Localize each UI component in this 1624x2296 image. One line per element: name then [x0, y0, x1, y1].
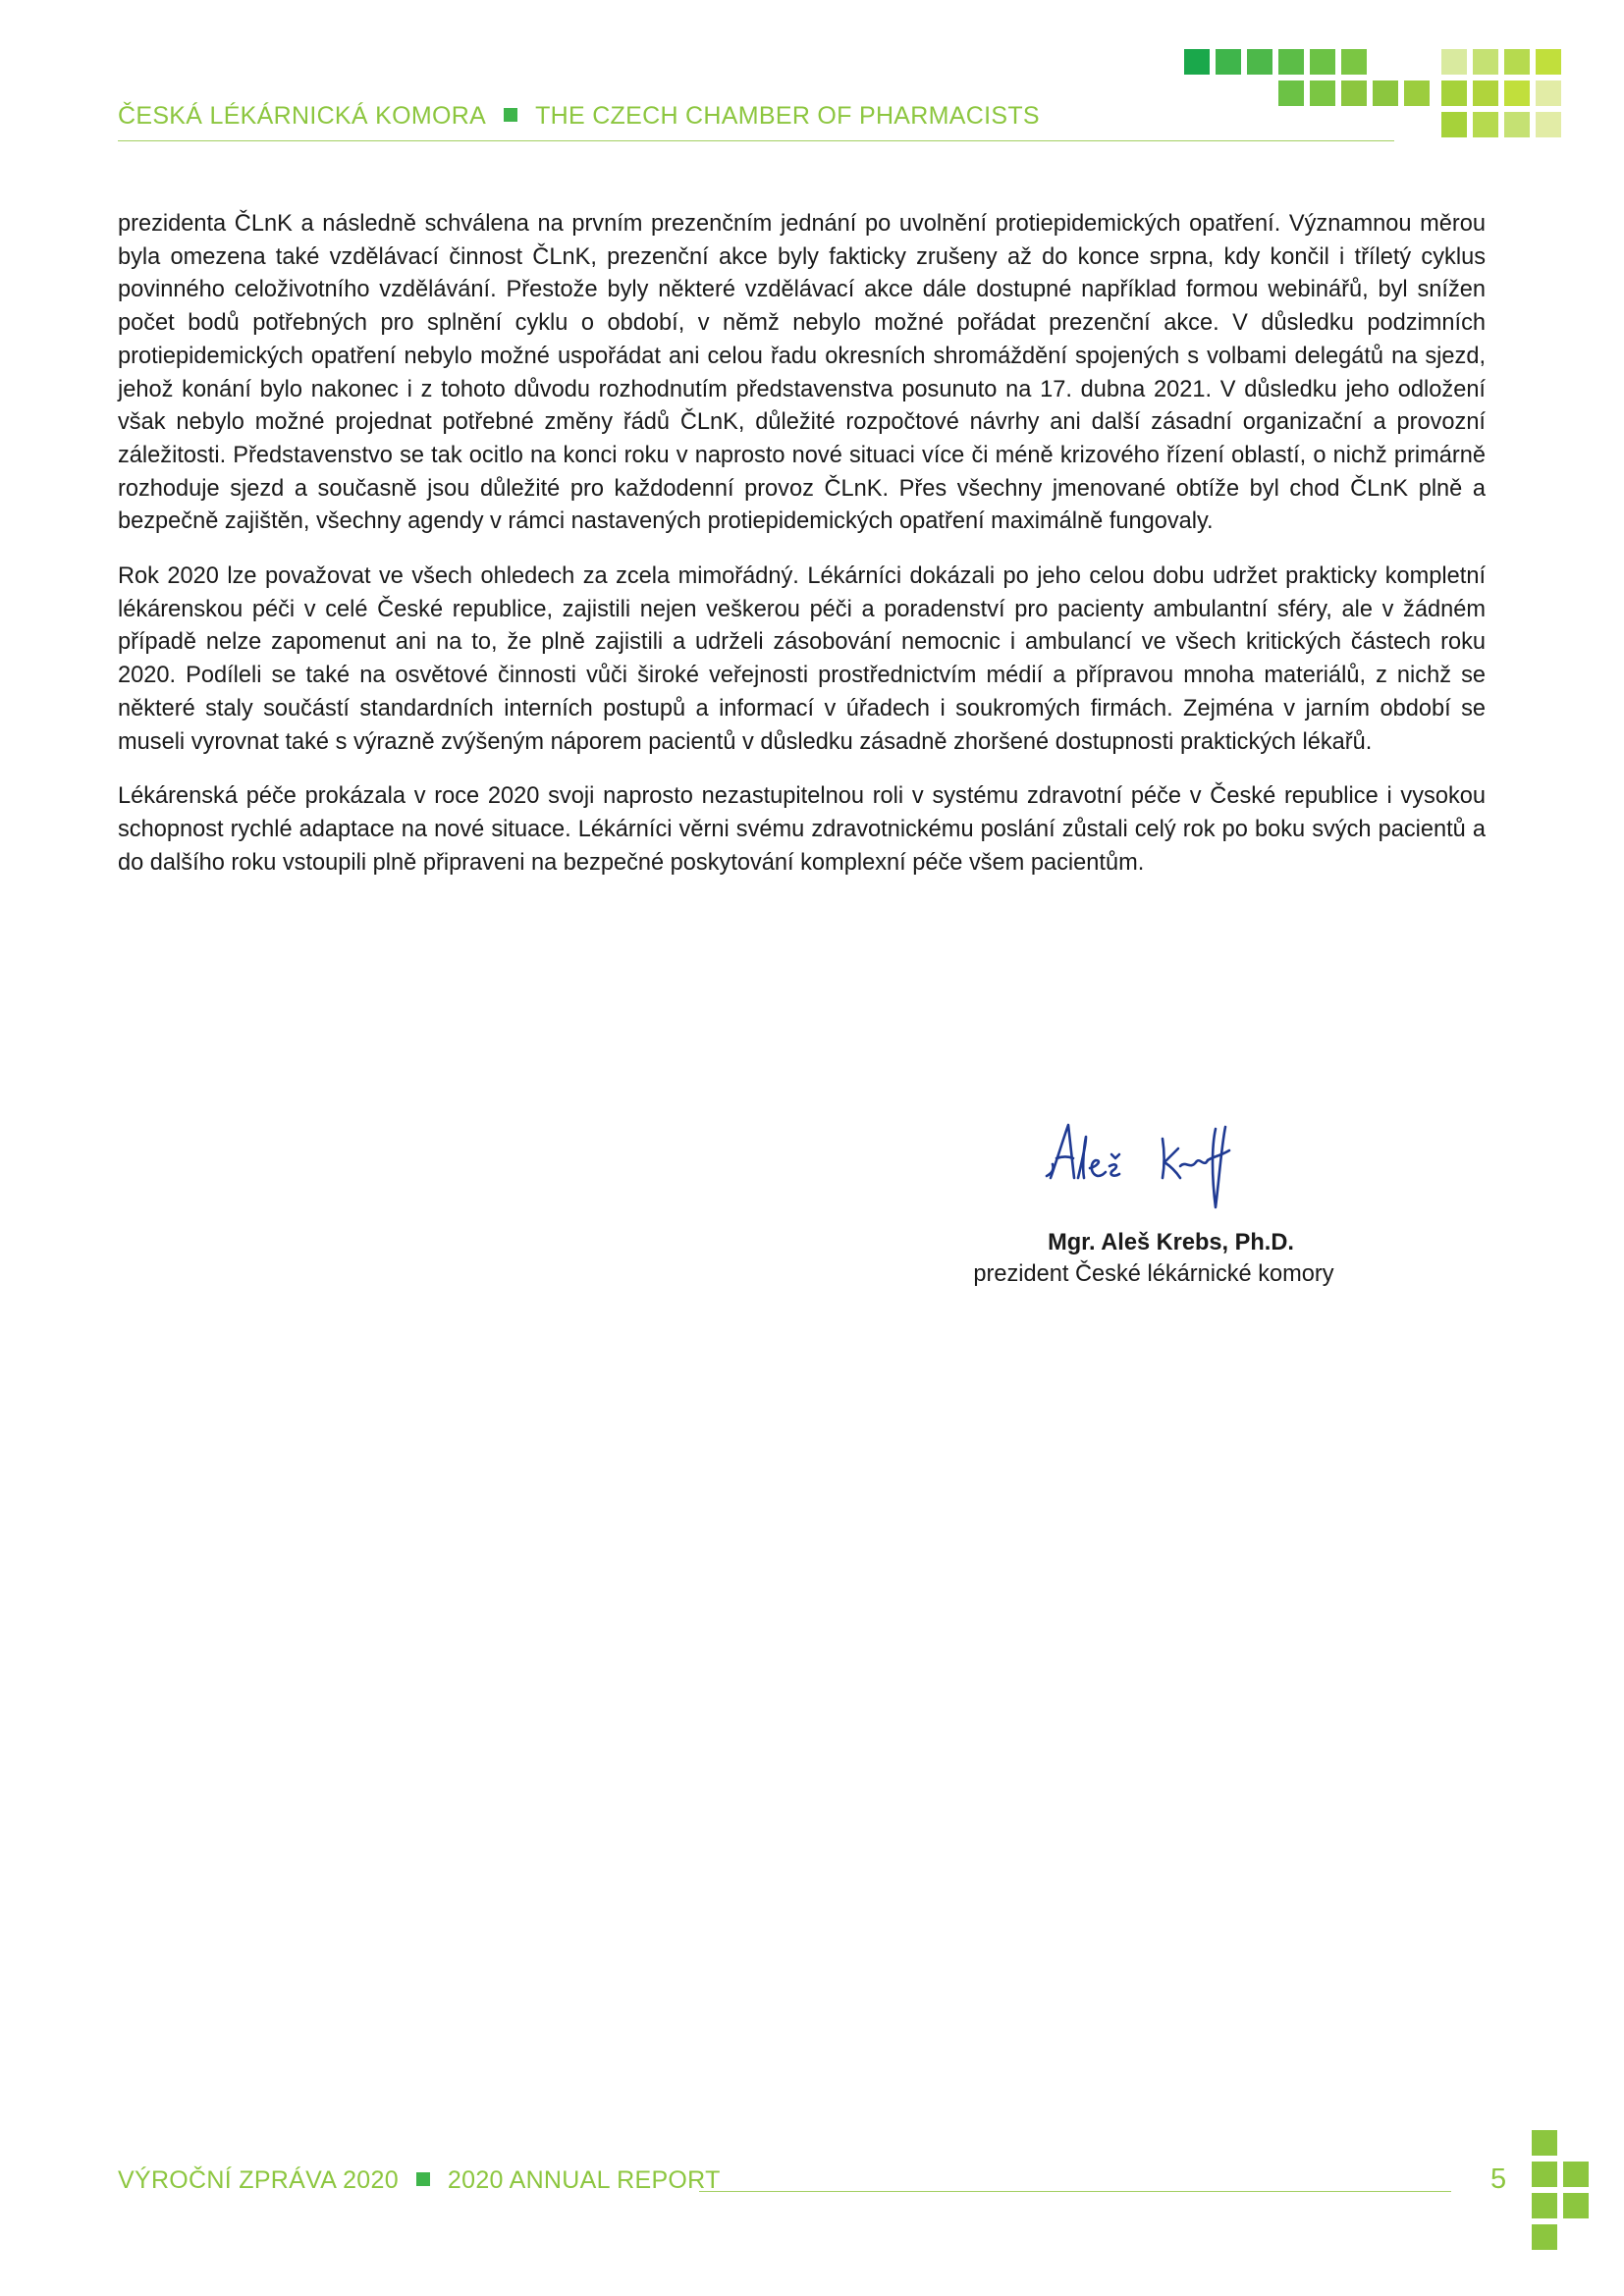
footer-divider	[699, 2191, 1451, 2192]
grid-square	[1473, 80, 1498, 106]
body-text	[118, 208, 1486, 901]
page-footer	[118, 2163, 721, 2198]
grid-square	[1341, 80, 1367, 106]
plus-square	[1563, 2162, 1589, 2187]
signatory-title: prezident České lékárnické komory	[973, 1261, 1334, 1287]
plus-square	[1563, 2193, 1589, 2218]
footer-english-title: 2020 ANNUAL REPORT	[447, 2166, 721, 2194]
grid-square	[1504, 112, 1530, 137]
grid-square	[1278, 80, 1304, 106]
plus-square	[1532, 2130, 1557, 2156]
grid-square	[1441, 49, 1467, 75]
plus-square	[1532, 2162, 1557, 2187]
footer-czech-title: VÝROČNÍ ZPRÁVA 2020	[118, 2166, 399, 2194]
grid-square	[1310, 49, 1335, 75]
plus-squares-icon	[1532, 2130, 1595, 2258]
grid-square	[1504, 80, 1530, 106]
grid-square	[1247, 49, 1272, 75]
grid-square	[1310, 80, 1335, 106]
header-czech-name: ČESKÁ LÉKÁRNICKÁ KOMORA	[118, 102, 487, 130]
grid-square	[1184, 49, 1210, 75]
grid-square	[1441, 80, 1467, 106]
grid-square	[1404, 80, 1430, 106]
square-bullet-icon	[416, 2172, 430, 2186]
handwritten-signature	[1043, 1117, 1308, 1215]
grid-square	[1473, 49, 1498, 75]
grid-square	[1341, 49, 1367, 75]
plus-square	[1532, 2193, 1557, 2218]
grid-square	[1473, 112, 1498, 137]
grid-square	[1278, 49, 1304, 75]
paragraph: Lékárenská péče prokázala v roce 2020 svoji naprosto nezastupitelnou roli v systému zdravotní péče v České republice i vysokou schopnost rychlé adaptace na nové situace. Lékárníci věrni svému zdravotnickému poslání zůstali celý rok po boku svých pacientů a do dalšího roku vstoupili plně připraveni na bezpečné poskytování komplexní péče všem pacientům.	[118, 783, 1486, 876]
paragraph: Rok 2020 lze považovat ve všech ohledech za zcela mimořádný. Lékárníci dokázali po jeho celou dobu udržet prakticky kompletní lékárenskou péči v celé České republice, zajistili nejen veškerou péči a poradenství pro pacienty ambulantní sféry, ale v žádném případě nelze zapomenut ani na to, že plně zajistili a udrželi zásobování nemocnic i ambulancí ve všech kritických částech roku 2020. Podíleli se také na osvětové činnosti vůči široké veřejnosti prostřednictvím médií a přípravou mnoha materiálů, z nichž se některé staly součástí standardních interních postupů a informací v úřadech i soukromých firmách. Zejména v jarním období se museli vyrovnat také s výrazně zvýšeným náporem pacientů v důsledku zásadně zhoršené dostupnosti praktických lékařů.	[118, 563, 1486, 755]
decorative-square-grid	[1184, 49, 1597, 143]
grid-square	[1536, 80, 1561, 106]
grid-square	[1216, 49, 1241, 75]
square-bullet-icon	[504, 108, 517, 122]
grid-square	[1441, 112, 1467, 137]
page-number: 5	[1490, 2163, 1507, 2195]
grid-square	[1536, 112, 1561, 137]
paragraph: prezidenta ČLnK a následně schválena na prvním prezenčním jednání po uvolnění protiepidemických opatření. Významnou měrou byla omezena také vzdělávací činnost ČLnK, prezenční akce byly fakticky zrušeny až do konce srpna, kdy končil i tříletý cyklus povinného celoživotního vzdělávání. Přestože byly některé vzdělávací akce dále dostupné například formou webinářů, byl snížen počet bodů potřebných pro splnění cyklu o období, v němž nebylo možné pořádat prezenční akce. V důsledku podzimních protiepidemických opatření nebylo možné uspořádat ani celou řadu okresních shromáždění spojených s volbami delegátů na sjezd, jehož konání bylo nakonec i z tohoto důvodu rozhodnutím představenstva posunuto na 17. dubna 2021. V důsledku jeho odložení však nebylo možné projednat potřebné změny řádů ČLnK, důležité rozpočtové návrhy ani další zásadní organizační a provozní záležitosti. Představenstvo se tak ocitlo na konci roku v naprosto nové situaci více či méně krizového řízení oblastí, o nichž primárně rozhoduje sjezd a současně jsou důležité pro každodenní provoz ČLnK. Přes všechny jmenované obtíže byl chod ČLnK plně a bezpečně zajištěn, všechny agendy v rámci nastavených protiepidemických opatření maximálně fungovaly.	[118, 211, 1486, 535]
grid-square	[1504, 49, 1530, 75]
plus-square	[1532, 2224, 1557, 2250]
grid-square	[1373, 80, 1398, 106]
header-title	[118, 98, 1040, 133]
signatory-name: Mgr. Aleš Krebs, Ph.D.	[1048, 1230, 1294, 1255]
header-english-name: THE CZECH CHAMBER OF PHARMACISTS	[535, 102, 1040, 130]
grid-square	[1536, 49, 1561, 75]
signature-block	[943, 1227, 1365, 1290]
